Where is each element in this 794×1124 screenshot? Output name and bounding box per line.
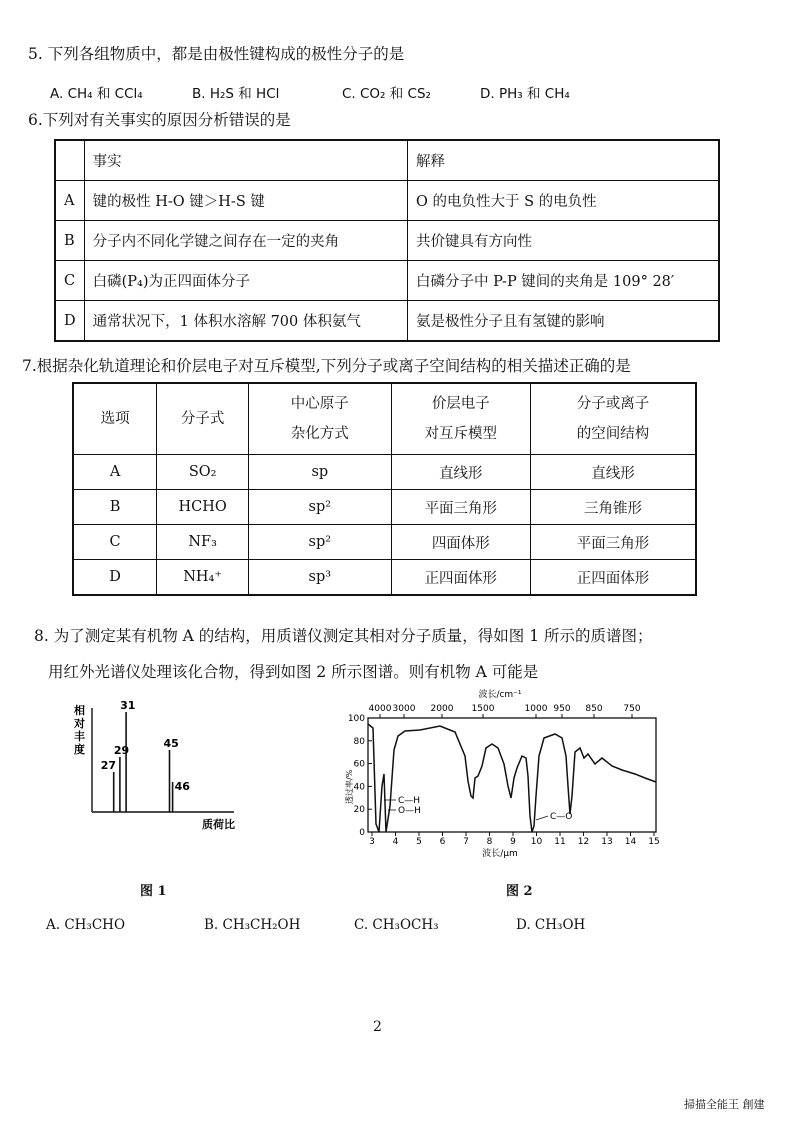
peak-label-45: 45 xyxy=(163,737,179,750)
table-cell: NF₃ xyxy=(157,525,249,560)
top-tick-label: 2000 xyxy=(430,704,454,714)
table-cell: 平面三角形 xyxy=(391,490,531,525)
table-row xyxy=(73,383,696,455)
table-header-fact: 事实 xyxy=(84,140,407,181)
q7-table xyxy=(72,382,697,596)
table-row xyxy=(55,261,719,301)
peak-label-31: 31 xyxy=(120,700,136,712)
table-cell: 键的极性 H-O 键＞H-S 键 xyxy=(84,181,407,221)
q8-line2: 用红外光谱仪处理该化合物，得到如图 2 所示图谱。则有机物 A 可能是 xyxy=(48,663,539,681)
q8-option-d: D. CH₃OH xyxy=(516,917,586,933)
table-cell: D xyxy=(55,301,84,342)
top-tick-label: 4000 xyxy=(368,704,392,714)
q5-option-b: B. H₂S 和 HCl xyxy=(192,86,280,102)
table-cell: 氨是极性分子且有氢键的影响 xyxy=(407,301,719,342)
table-header-shape xyxy=(531,383,696,455)
table-cell: 平面三角形 xyxy=(531,525,696,560)
y-tick-label: 100 xyxy=(347,714,365,724)
figure-1-caption: 图 1 xyxy=(140,884,167,899)
peak-label-46: 46 xyxy=(174,780,190,793)
fig1-ylabel-char: 丰 xyxy=(74,730,85,743)
q5-option-c: C. CO₂ 和 CS₂ xyxy=(342,86,431,102)
top-tick-label: 3000 xyxy=(392,704,416,714)
table-cell: 直线形 xyxy=(391,455,531,490)
peak-label-27: 27 xyxy=(100,759,117,772)
bottom-tick-label: 7 xyxy=(463,837,469,847)
fig2-xlabel: 波长/μm xyxy=(482,849,518,859)
table-cell: D xyxy=(73,560,157,596)
fig2-ylabel: 透过率/% xyxy=(345,769,354,804)
y-tick-label: 80 xyxy=(353,736,365,747)
table-cell: sp² xyxy=(249,490,392,525)
y-tick-label: 20 xyxy=(353,805,365,816)
q8-option-a: A. CH₃CHO xyxy=(46,917,126,933)
table-cell: sp³ xyxy=(249,560,392,596)
table-row xyxy=(73,490,696,525)
header-line: 对互斥模型 xyxy=(424,426,498,442)
table-row xyxy=(73,455,696,490)
bottom-tick-label: 5 xyxy=(416,837,422,847)
q5-stem: 5. 下列各组物质中，都是由极性键构成的极性分子的是 xyxy=(28,45,405,63)
table-cell xyxy=(55,140,84,181)
y-tick-label: 0 xyxy=(359,828,365,838)
bottom-tick-label: 11 xyxy=(554,837,566,847)
q5-option-d: D. PH₃ 和 CH₄ xyxy=(480,86,570,102)
q6-stem: 6.下列对有关事实的原因分析错误的是 xyxy=(28,111,291,129)
q7-stem: 7.根据杂化轨道理论和价层电子对互斥模型,下列分子或离子空间结构的相关描述正确的是 xyxy=(22,357,631,375)
fig1-ylabel-char: 相 xyxy=(74,704,85,717)
bottom-tick-label: 9 xyxy=(510,837,516,847)
peak-label-29: 29 xyxy=(113,744,130,757)
table-cell: NH₄⁺ xyxy=(157,560,249,596)
table-header-hybrid xyxy=(249,383,392,455)
bottom-tick-label: 3 xyxy=(369,837,375,847)
table-cell: SO₂ xyxy=(157,455,249,490)
table-header-vsepr xyxy=(391,383,531,455)
table-cell: 四面体形 xyxy=(391,525,531,560)
top-tick-label: 750 xyxy=(623,704,641,714)
table-cell: 共价键具有方向性 xyxy=(407,221,719,261)
table-row xyxy=(55,140,719,181)
table-cell: 分子内不同化学键之间存在一定的夹角 xyxy=(84,221,407,261)
top-tick-label: 950 xyxy=(553,704,571,714)
bottom-tick-label: 10 xyxy=(530,837,543,847)
header-line: 中心原子 xyxy=(290,396,349,412)
fig2-annot-ch: C—H xyxy=(398,796,421,806)
table-cell: 正四面体形 xyxy=(531,560,696,596)
table-header-explain: 解释 xyxy=(407,140,719,181)
table-row xyxy=(55,301,719,342)
q6-table xyxy=(54,139,720,342)
table-cell: sp xyxy=(249,455,392,490)
header-line: 分子或离子 xyxy=(576,396,650,412)
table-header-formula: 分子式 xyxy=(157,383,249,455)
table-cell: 正四面体形 xyxy=(391,560,531,596)
table-row xyxy=(55,221,719,261)
table-cell: B xyxy=(55,221,84,261)
q8-option-b: B. CH₃CH₂OH xyxy=(204,917,301,933)
header-line: 的空间结构 xyxy=(576,426,650,442)
y-tick-label: 40 xyxy=(353,782,365,793)
fig1-xlabel: 质荷比 xyxy=(202,818,235,831)
top-tick-label: 850 xyxy=(585,704,603,714)
table-cell: O 的电负性大于 S 的电负性 xyxy=(407,181,719,221)
bottom-tick-label: 14 xyxy=(624,837,637,847)
top-tick-label: 1500 xyxy=(471,704,495,714)
figure-2-caption: 图 2 xyxy=(506,884,533,899)
fig2-annot-oh: O—H xyxy=(398,806,421,816)
fig2-top-axis-title: 波长/cm⁻¹ xyxy=(478,690,522,700)
table-cell: 白磷分子中 P-P 键间的夹角是 109° 28′ xyxy=(407,261,719,301)
bottom-tick-label: 6 xyxy=(439,837,446,847)
table-row xyxy=(73,525,696,560)
fig1-ylabel-char: 对 xyxy=(74,717,85,730)
table-cell: C xyxy=(55,261,84,301)
table-cell: 白磷(P₄)为正四面体分子 xyxy=(84,261,407,301)
bottom-tick-label: 13 xyxy=(601,837,613,847)
table-cell: 直线形 xyxy=(531,455,696,490)
q8-option-c: C. CH₃OCH₃ xyxy=(354,917,439,933)
bottom-tick-label: 8 xyxy=(486,837,493,847)
table-cell: sp² xyxy=(249,525,392,560)
table-cell: HCHO xyxy=(157,490,249,525)
bottom-tick-label: 15 xyxy=(648,837,660,847)
table-cell: A xyxy=(73,455,157,490)
q8-line1: 8. 为了测定某有机物 A 的结构，用质谱仪测定其相对分子质量，得如图 1 所示的质谱图； xyxy=(34,627,653,645)
table-cell: 三角锥形 xyxy=(531,490,696,525)
table-cell: B xyxy=(73,490,157,525)
table-cell: A xyxy=(55,181,84,221)
table-row xyxy=(55,181,719,221)
header-line: 价层电子 xyxy=(431,396,490,412)
fig1-ylabel-char: 度 xyxy=(74,743,85,756)
figure-1-mass-spectrum xyxy=(66,700,256,840)
table-header-option: 选项 xyxy=(73,383,157,455)
top-tick-label: 1000 xyxy=(524,704,548,714)
table-cell: C xyxy=(73,525,157,560)
scanner-watermark: 掃描全能王 創建 xyxy=(684,1098,765,1111)
figure-2-ir-spectrum xyxy=(340,686,670,860)
bottom-tick-label: 12 xyxy=(577,837,590,847)
page-number: 2 xyxy=(373,1019,382,1035)
header-line: 杂化方式 xyxy=(290,426,349,442)
table-row xyxy=(73,560,696,596)
fig2-annot-co: C—O xyxy=(550,812,573,822)
y-tick-label: 60 xyxy=(353,759,365,770)
table-cell: 通常状况下，1 体积水溶解 700 体积氨气 xyxy=(84,301,407,342)
q5-option-a: A. CH₄ 和 CCl₄ xyxy=(50,86,143,102)
bottom-tick-label: 4 xyxy=(392,837,399,847)
